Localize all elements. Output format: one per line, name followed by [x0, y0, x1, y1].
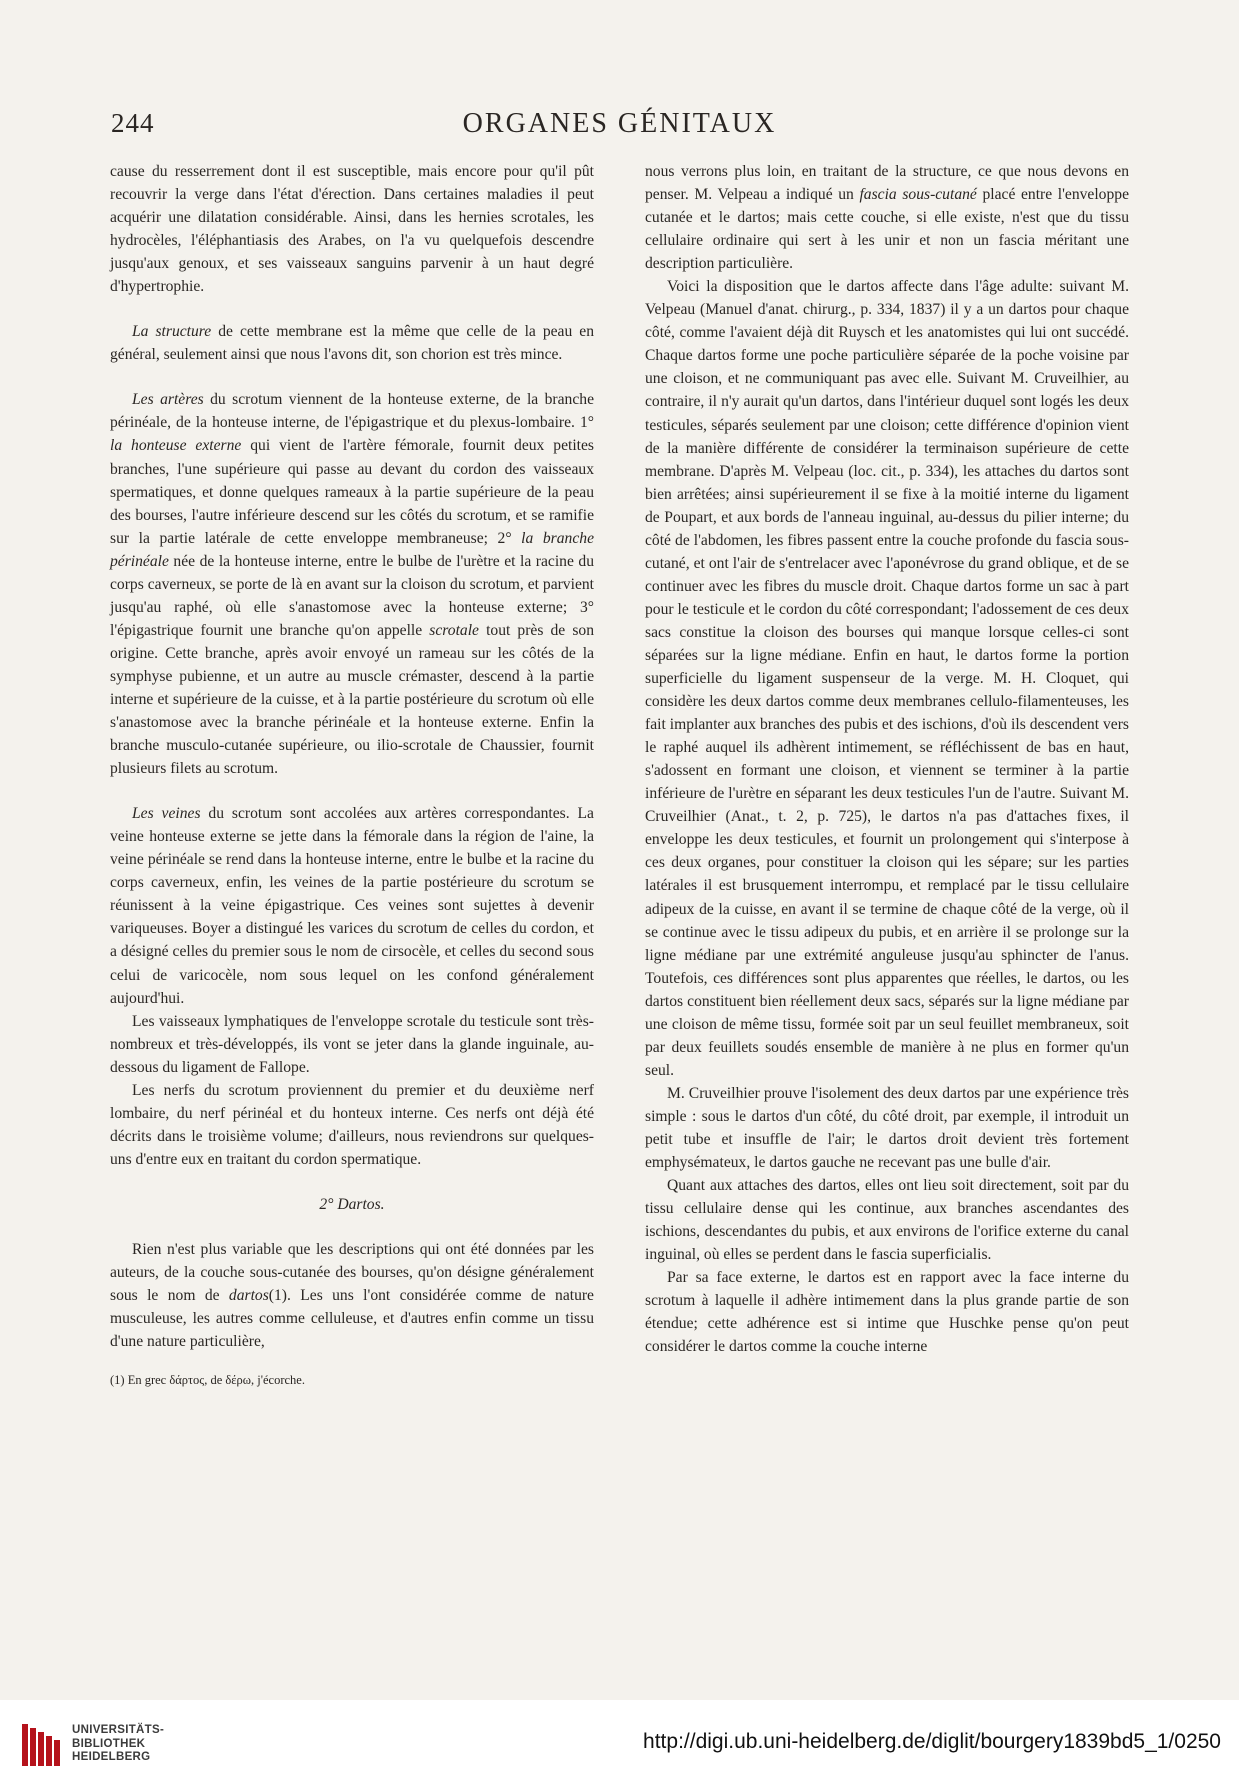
section-title: 2° Dartos.	[319, 1195, 385, 1213]
source-url-link[interactable]: http://digi.ub.uni-heidelberg.de/diglit/bourgery1839bd5_1/0250	[643, 1730, 1221, 1753]
paragraph: Voici la disposition que le dartos affecte dans l'âge adulte: suivant M. Velpeau (Manuel d'anat. chirurg., p. 334, 1837) il y a un dartos pour chaque côté, comme l'avaient déjà dit Ruysch et les anatomistes qui lui ont succédé. Chaque dartos forme une poche particulière séparée de la poche voisine par une cloison, et ne communiquant pas avec elle. Suivant M. Cruveilhier, au contraire, il n'y aurait qu'un dartos, dans l'intérieur duquel sont logés les deux testicules, séparés seulement par une cloison; cette différence d'opinion vient de la manière différente de considérer la terminaison supérieure de cette membrane. D'après M. Velpeau (loc. cit., p. 334), les attaches du dartos sont bien arrêtées; ainsi supérieurement il se fixe à la moitié interne du ligament de Poupart, et aux bords de l'anneau inguinal, au-dessus du pilier interne; du côté de l'abdomen, les fibres passent entre la couche profonde du fascia sous-cutané, et ont l'air de s'entrelacer avec l'aponévrose du grand oblique, et de se continuer avec les fibres du muscle droit. Chaque dartos forme un sac à part pour le testicule et le cordon du côté correspondant; l'adossement de ces deux sacs constitue la cloison des bourses qui manque lorsque celles-ci sont séparées sur la ligne médiane. Enfin en haut, le dartos forme la portion superficielle du ligament suspenseur de la verge. M. H. Cloquet, qui considère les deux dartos comme deux membranes cellulo-filamenteuses, les fait implanter aux branches des pubis et des ischions, d'où ils descendent vers le raphé auquel ils adhèrent intimement, se réfléchissent de bas en haut, s'adossent en formant une cloison, et viennent se terminer à la partie inférieure de l'urètre en séparant les deux testicules l'un de l'autre. Suivant M. Cruveilhier (Anat., t. 2, p. 725), le dartos n'a pas d'attaches fixes, il enveloppe les deux testicules, et fournit un prolongement qui s'interpose à ces deux organes, pour constituer la cloison qui les sépare; sur les parties latérales il est brusquement interrompu, et remplacé par le tissu cellulaire adipeux de la cuisse, en avant il se termine de chaque côté de la verge, où il se continue avec le tissu adipeux du pubis, et en arrière il se prolonge sur la ligne médiane par une extrémité anguleuse jusqu'au sphincter de l'anus. Toutefois, ces différences sont plus apparentes que réelles, le dartos, ou les dartos constituent bien réellement deux sacs, séparés sur la ligne médiane par une cloison de même tissu, formée soit par un seul feuillet membraneux, soit par deux feuillets soudés ensemble de manière à ne plus en former qu'un seul.	[645, 278, 1129, 1079]
paragraph: M. Cruveilhier prouve l'isolement des deux dartos par une expérience très simple : sous le dartos d'un côté, du côté droit, par exemple, il introduit un petit tube et insuffle de l'air; le dartos droit devient très fortement emphysémateux, le dartos gauche ne recevant pas une bulle d'air.	[645, 1084, 1129, 1172]
footer-bar	[0, 1700, 1239, 1790]
paragraph: Par sa face externe, le dartos est en rapport avec la face interne du scrotum à laquelle il adhère intimement dans la plus grande partie de son étendue; cette adhérence est si intime que Huschke pense qu'on peut considérer le dartos comme la couche interne	[645, 1269, 1129, 1356]
paragraph: Rien n'est plus variable que les descriptions qui ont été données par les auteurs, de la couche sous-cutanée des bourses, qu'on désigne généralement sous le nom de dartos(1). Les uns l'ont considérée comme de nature musculeuse, les autres comme celluleuse, et d'autres enfin comme un tissu d'une nature particulière,	[110, 1240, 594, 1351]
page-number: 244	[111, 108, 155, 138]
right-column	[645, 160, 1129, 1358]
paragraph: cause du resserrement dont il est susceptible, mais encore pour qu'il pût recouvrir la verge dans l'état d'érection. Dans certaines maladies il peut acquérir une dilatation considérable. Ainsi, dans les hernies scrotales, les hydrocèles, l'éléphantiasis des Arabes, on l'a vu quelquefois descendre jusqu'aux genoux, et ses vaisseaux sanguins parvenir à un haut degré d'hypertrophie.	[110, 163, 594, 296]
paragraph: La structure de cette membrane est la même que celle de la peau en général, seulement ainsi que nous l'avons dit, son chorion est très mince.	[110, 323, 595, 364]
paragraph: Les vaisseaux lymphatiques de l'enveloppe scrotale du testicule sont très-nombreux et très-développés, ils vont se jeter dans la glande inguinale, au-dessous du ligament de Fallope.	[110, 1012, 594, 1076]
paragraph: Quant aux attaches des dartos, elles ont lieu soit directement, soit par du tissu cellulaire dense qui les continue, aux branches ascendantes des ischions, descendantes du pubis, et aux environs de l'orifice externe du canal inguinal, où elles se perdent dans le fascia superficialis.	[645, 1177, 1129, 1264]
library-name: UNIVERSITÄTS- BIBLIOTHEK HEIDELBERG	[72, 1724, 165, 1763]
paragraph: nous verrons plus loin, en traitant de la structure, ce que nous devons en penser. M. Velpeau a indiqué un fascia sous-cutané placé entre l'enveloppe cutanée et le dartos; mais cette couche, si elle existe, n'est que du tissu cellulaire ordinaire qui sert à les unir et non un fascia méritant une description particulière.	[645, 163, 1129, 273]
running-title: ORGANES GÉNITAUX	[462, 108, 777, 139]
university-library-logo-icon	[18, 1718, 66, 1772]
footnote: (1) En grec δάρτος, de δέρω, j'écorche.	[110, 1373, 305, 1388]
page-header	[111, 108, 1128, 152]
paragraph: Les nerfs du scrotum proviennent du premier et du deuxième nerf lombaire, du nerf périnéal et du honteux interne. Ces nerfs ont déjà été décrits dans le troisième volume; d'ailleurs, nous reviendrons sur quelques-uns d'entre eux en traitant du cordon spermatique.	[110, 1081, 594, 1168]
paragraph: Les veines du scrotum sont accolées aux artères correspondantes. La veine honteuse externe se jette dans la fémorale dans la région de l'aine, la veine périnéale se rend dans la honteuse interne, entre le bulbe et la racine du corps caverneux, enfin, les veines de la partie postérieure du scrotum se réunissent à la veine épigastrique. Ces veines sont sujettes à devenir variqueuses. Boyer a distingué les varices du scrotum de celles du cordon, et a désigné celles du premier sous le nom de cirsocèle, et celles du second sous celui de varicocèle, nom sous lequel on les confond généralement aujourd'hui.	[110, 805, 594, 1007]
left-column	[110, 160, 594, 1389]
paragraph: Les artères du scrotum viennent de la honteuse externe, de la branche périnéale, de la honteuse interne, de l'épigastrique et du plexus-lombaire. 1° la honteuse externe qui vient de l'artère fémorale, fournit deux petites branches, l'une supérieure qui passe au devant du cordon des vaisseaux spermatiques, et donne quelques rameaux à la partie supérieure de la peau des bourses, l'autre inférieure descend sur les côtés du scrotum, et se ramifie sur la partie latérale de cette enveloppe membraneuse; 2° la branche périnéale née de la honteuse interne, entre le bulbe de l'urètre et la racine du corps caverneux, se porte de là en avant sur la cloison du scrotum, et parvient jusqu'au raphé, où elle s'anastomose avec la honteuse externe; 3° l'épigastrique fournit une branche qu'on appelle scrotale tout près de son origine. Cette branche, après avoir envoyé un rameau sur les côtés de la symphyse pubienne, et un autre au muscle crémaster, descend à la partie interne et supérieure de la cuisse, et à la partie postérieure du scrotum où elle s'anastomose avec la branche périnéale et la honteuse externe. Enfin la branche musculo-cutanée supérieure, ou ilio-scrotale de Chaussier, fournit plusieurs filets au scrotum.	[110, 391, 594, 778]
